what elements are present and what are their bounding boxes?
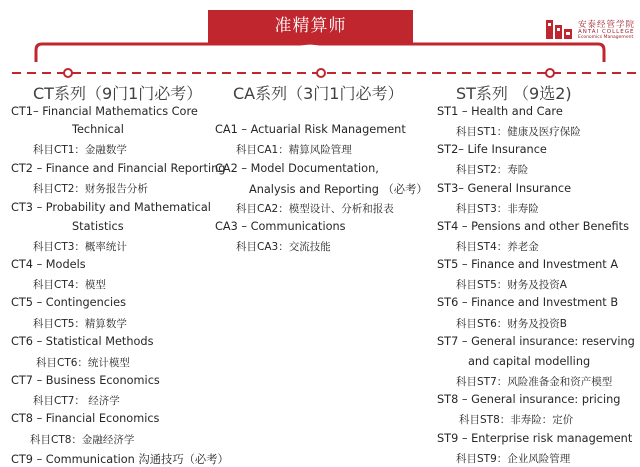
ca-line: Analysis and Reporting （必考） [249, 183, 428, 196]
st-line: 科目ST1：健康及医疗保险 [456, 126, 581, 138]
page-title: 准精算师 [208, 10, 413, 43]
ca-line: 科目CA1：精算风险管理 [236, 144, 352, 156]
ct-line: 科目CT7： 经济学 [33, 395, 120, 407]
st-line: ST1 – Health and Care [437, 105, 563, 118]
st-heading: ST系列 （9选2) [456, 84, 572, 103]
college-logo [545, 17, 636, 43]
ct-line: 科目CT3：概率统计 [33, 241, 127, 253]
top-bracket [36, 43, 604, 62]
ct-line: 科目CT4：模型 [33, 279, 106, 291]
ct-line: 科目CT2：财务报告分析 [33, 183, 148, 195]
logo-mark-icon [545, 17, 573, 41]
ct-heading: CT系列（9门1门必考） [33, 84, 203, 103]
st-line: ST5 – Finance and Investment A [437, 258, 619, 271]
ct-line: 科目CT8：金融经济学 [30, 434, 135, 446]
ca-node-icon [317, 69, 325, 77]
ct-line: Statistics [72, 220, 124, 233]
ct-line: CT6 – Statistical Methods [11, 335, 154, 348]
ct-line: 科目CT5：精算数学 [33, 318, 127, 330]
ct-line: CT7 – Business Economics [11, 374, 160, 387]
ct-line: CT9 – Communication 沟通技巧（必考） [11, 453, 229, 466]
ca-line: 科目CA2：模型设计、分析和报表 [236, 203, 394, 215]
ct-line: CT4 – Models [11, 258, 86, 271]
st-node-icon [546, 69, 554, 77]
ct-line: CT1– Financial Mathematics Core [11, 105, 198, 118]
ca-line: CA1 – Actuarial Risk Management [215, 123, 406, 136]
st-line: 科目ST2：寿险 [456, 164, 529, 176]
ca-heading: CA系列（3门1门必考） [233, 84, 404, 103]
st-line: ST9 – Enterprise risk management [437, 432, 633, 445]
logo-english-subtitle: Economics Management [578, 35, 634, 40]
st-line: ST3– General Insurance [437, 182, 572, 195]
ct-line: 科目CT1：金融数学 [33, 144, 127, 156]
st-line: 科目ST4：养老金 [456, 241, 539, 253]
ct-line: CT5 – Contingencies [11, 296, 126, 309]
st-line: 科目ST5：财务及投资A [456, 279, 567, 291]
logo-chinese-name: 安泰经管学院 [578, 20, 636, 30]
ca-line: 科目CA3：交流技能 [236, 241, 331, 253]
st-line: ST4 – Pensions and other Benefits [437, 220, 629, 233]
ct-line: Technical [72, 123, 124, 136]
ca-line: CA2 – Model Documentation, [215, 162, 379, 175]
st-line: 科目ST9：企业风险管理 [456, 453, 571, 465]
ct-line: CT3 – Probability and Mathematical [11, 201, 211, 214]
st-line: 科目ST8：非寿险：定价 [459, 414, 574, 426]
ct-line: 科目CT6：统计模型 [36, 357, 130, 369]
ct-line: CT2 – Finance and Financial Reporting [11, 162, 226, 175]
st-line: ST7 – General insurance: reserving [437, 335, 635, 348]
st-line: ST2– Life Insurance [437, 143, 547, 156]
ca-line: CA3 – Communications [215, 220, 346, 233]
logo-english-name: ANTAI COLLEGE [578, 29, 635, 35]
st-line: 科目ST3：非寿险 [456, 203, 539, 215]
st-line: ST8 – General insurance: pricing [437, 393, 621, 406]
st-line: 科目ST7：风险准备金和资产模型 [456, 376, 613, 388]
st-line: 科目ST6：财务及投资B [456, 318, 567, 330]
ct-node-icon [64, 69, 72, 77]
ct-line: CT8 – Financial Economics [11, 412, 160, 425]
st-line: and capital modelling [468, 355, 591, 368]
st-line: ST6 – Finance and Investment B [437, 296, 619, 309]
